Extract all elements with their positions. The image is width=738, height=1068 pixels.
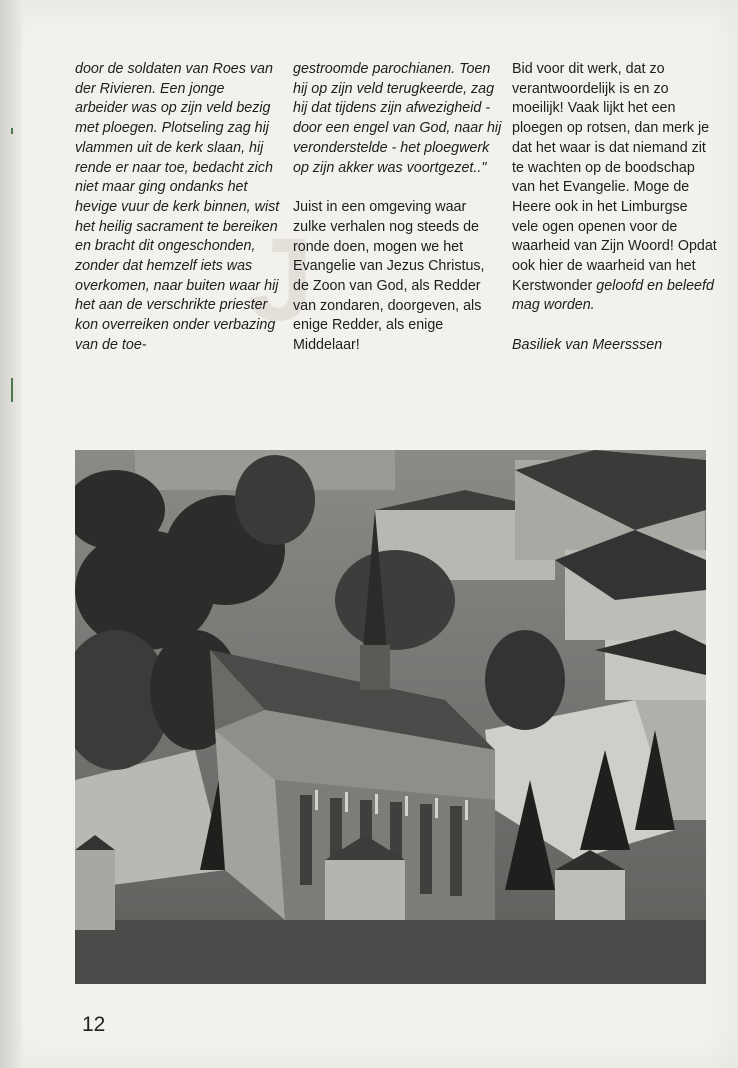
page-binding-edge	[0, 0, 22, 1068]
drop-cap-letter: J	[248, 214, 314, 346]
margin-mark	[11, 378, 13, 402]
column3-paragraph-plain: Bid voor dit werk, dat zo verantwoordelijk is en zo moeilijk! Vaak lijkt het een ploegen op rotsen, dan merk je dat het waar is dat niemand zit te wachten op de boodschap van het Evangelie. Moge de Heere ook in het Limburgse vele ogen openen voor de waarheid van Zijn Woord! Opdat ook hier de waarheid van het Kerstwonder	[512, 61, 717, 294]
text-column-1	[75, 60, 280, 356]
column2-paragraph: Juist in een omgeving waar zulke verhalen nog steeds de ronde doen, mogen we het Evangelie van Jezus Christus, de Zoon van God, als Redder van zondaren, doorgeven, als enige Redder, als enige Middelaar!	[293, 199, 485, 354]
margin-mark	[11, 128, 13, 134]
column1-paragraph: door de soldaten van Roes van der Rivieren. Een jonge arbeider was op zijn veld bezig met ploegen. Plotseling zag hij vlammen uit de kerk slaan, hij rende er naar toe, bedacht zich niet maar ging ondanks het hevige vuur de kerk binnen, wist het heilig sacrament te bereiken en bracht dit ongeschonden, zonder dat hemzelf iets was overkomen, naar buiten waar hij het aan de verschrikte priester kon overreiken onder verbazing van de toe-	[75, 61, 280, 353]
column3-paragraph-italic: geloofd en beleefd mag worden.	[512, 277, 714, 314]
text-column-3	[512, 60, 717, 356]
article-signature: Basiliek van Meersssen	[512, 337, 663, 354]
column2-quote: gestroomde parochianen. Toen hij op zijn veld terugkeerde, zag hij dat tijdens zijn afwezigheid - door een engel van God, naar hij veronderstelde - het ploegwerk op zijn akker was voortgezet.."	[293, 61, 502, 176]
page-number: 12	[82, 1013, 106, 1036]
text-column-2	[293, 60, 503, 356]
column3-paragraph	[512, 60, 717, 316]
basilica-aerial-photo	[75, 450, 706, 984]
